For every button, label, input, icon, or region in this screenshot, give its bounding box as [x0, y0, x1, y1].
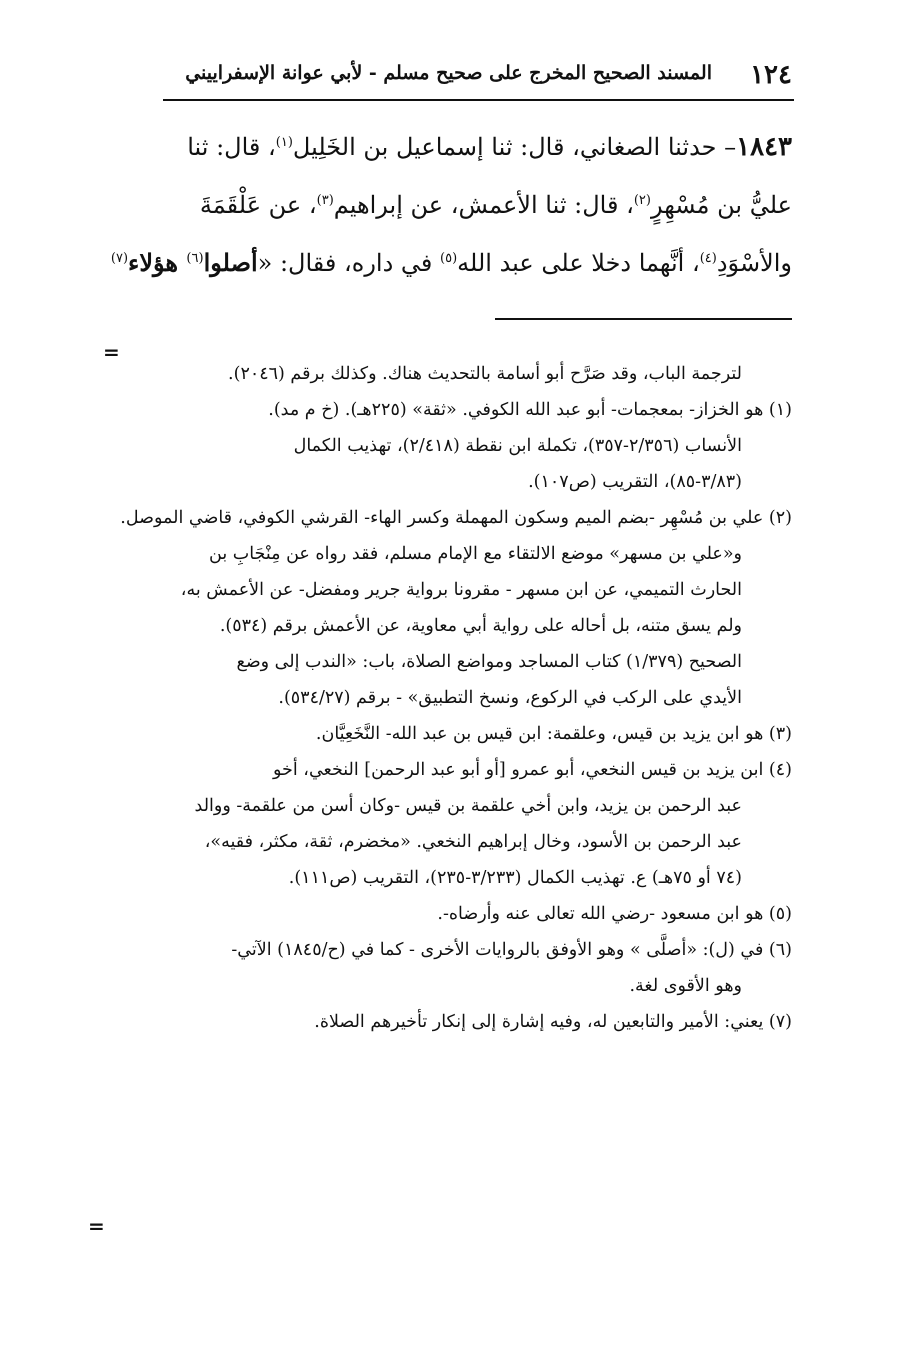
hadith-text-segment: ، قال: ثنا الأعمش، عن إبراهيم [333, 191, 634, 219]
footnote-separator [495, 318, 792, 320]
hadith-line-1 [110, 118, 792, 176]
footnote-line: ولم يسق متنه، بل أحاله على رواية أبي معاوية، عن الأعمش برقم (٥٣٤). [219, 616, 742, 636]
footnote-ref-3: (٣) [316, 193, 334, 208]
hadith-text-segment: في داره، فقال: « [257, 249, 441, 277]
footnote-line: (٢) علي بن مُسْهِر -بضم الميم وسكون المهملة وكسر الهاء- القرشي الكوفي، قاضي الموصل. [120, 508, 792, 528]
footnote-line: (١) هو الخزاز- بمعجمات- أبو عبد الله الكوفي. «ثقة» (٢٢٥هـ). (خ م مد). [268, 400, 792, 420]
footnote-line: (٧) يعني: الأمير والتابعين له، وفيه إشارة إلى إنكار تأخيرهم الصلاة. [314, 1012, 792, 1032]
hadith-line-2 [110, 176, 792, 234]
hadith-text-segment: – حدثنا الصغاني، قال: ثنا إسماعيل بن الخَلِيل [292, 133, 737, 161]
hadith-text-segment: ، قال: ثنا [187, 133, 276, 161]
footnote-ref-7: (٧) [110, 251, 129, 266]
hadith-text-segment: والأسْوَدِ [716, 249, 792, 277]
footnote-line: الصحيح (١/٣٧٩) كتاب المساجد ومواضع الصلاة، باب: «الندب إلى وضع [236, 652, 742, 672]
footnote-ref-5: (٥) [440, 251, 458, 266]
footnote-line: عبد الرحمن بن الأسود، وخال إبراهيم النخعي. «مخضرم، ثقة، مكثر، فقيه»، [204, 832, 742, 852]
page-header [165, 60, 792, 96]
footnote-ref-2: (٢) [633, 193, 651, 208]
page-number: ١٢٤ [750, 60, 792, 90]
footnote-ref-4: (٤) [699, 251, 717, 266]
footnote-line: (٣) هو ابن يزيد بن قيس، وعلقمة: ابن قيس بن عبد الله- النَّخَعِيَّان. [315, 724, 792, 744]
continuation-mark-bottom: = [88, 1214, 105, 1238]
hadith-text-segment: ، عن عَلْقَمَةَ [199, 191, 317, 219]
footnote-ref-1: (١) [275, 135, 293, 150]
hadith-line-3 [110, 234, 792, 292]
footnote-ref-6: (٦) [186, 251, 204, 266]
footnote-line: لترجمة الباب، وقد صَرَّح أبو أسامة بالتحديث هناك. وكذلك برقم (٢٠٤٦). [228, 364, 742, 384]
footnotes [110, 356, 792, 1040]
quote-bold-text: أصلوا [203, 248, 258, 277]
footnote-line: الحارث التميمي، عن ابن مسهر - مقرونا برواية جرير ومفضل- عن الأعمش به، [180, 580, 742, 600]
footnote-line: (٥) هو ابن مسعود -رضي الله تعالى عنه وأرضاه-. [437, 904, 792, 924]
footnote-line: وهو الأقوى لغة. [629, 976, 742, 996]
hadith-text-segment: عليُّ بن مُسْهِرٍ [650, 191, 792, 219]
footnote-line: (٣/٨٣-٨٥)، التقريب (ص١٠٧). [528, 472, 742, 492]
footnote-line: عبد الرحمن بن يزيد، وابن أخي علقمة بن قيس -وكان أسن من علقمة- ووالد [194, 796, 742, 816]
continuation-mark-top: = [103, 340, 120, 364]
footnote-line: (٦) في (ل): «أصلَّى » وهو الأوفق بالروايات الأخرى - كما في (ح/١٨٤٥) الآتي- [231, 940, 792, 960]
hadith-text [110, 118, 792, 292]
hadith-text-segment: ، أنَّهما دخلا على عبد الله [457, 249, 700, 277]
footnote-line: الأنساب (٢/٣٥٦-٣٥٧)، تكملة ابن نقطة (٢/٤١٨)، تهذيب الكمال [293, 436, 742, 456]
header-rule [163, 99, 794, 101]
running-title: المسند الصحيح المخرج على صحيح مسلم - لأبي عوانة الإسفراييني [185, 62, 712, 84]
quote-bold-text: هؤلاء [128, 248, 187, 277]
footnote-line: الأيدي على الركب في الركوع، ونسخ التطبيق» - برقم (٥٣٤/٢٧). [278, 688, 742, 708]
footnote-line: و«علي بن مسهر» موضع الالتقاء مع الإمام مسلم، فقد رواه عن مِنْجَابِ بن [209, 544, 742, 564]
footnote-line: (٧٤ أو ٧٥هـ) ع. تهذيب الكمال (٣/٢٣٣-٢٣٥)، التقريب (ص١١١). [288, 868, 742, 888]
footnote-line: (٤) ابن يزيد بن قيس النخعي، أبو عمرو [أو أبو عبد الرحمن] النخعي، أخو [273, 760, 792, 780]
hadith-number: ١٨٤٣ [736, 132, 792, 162]
